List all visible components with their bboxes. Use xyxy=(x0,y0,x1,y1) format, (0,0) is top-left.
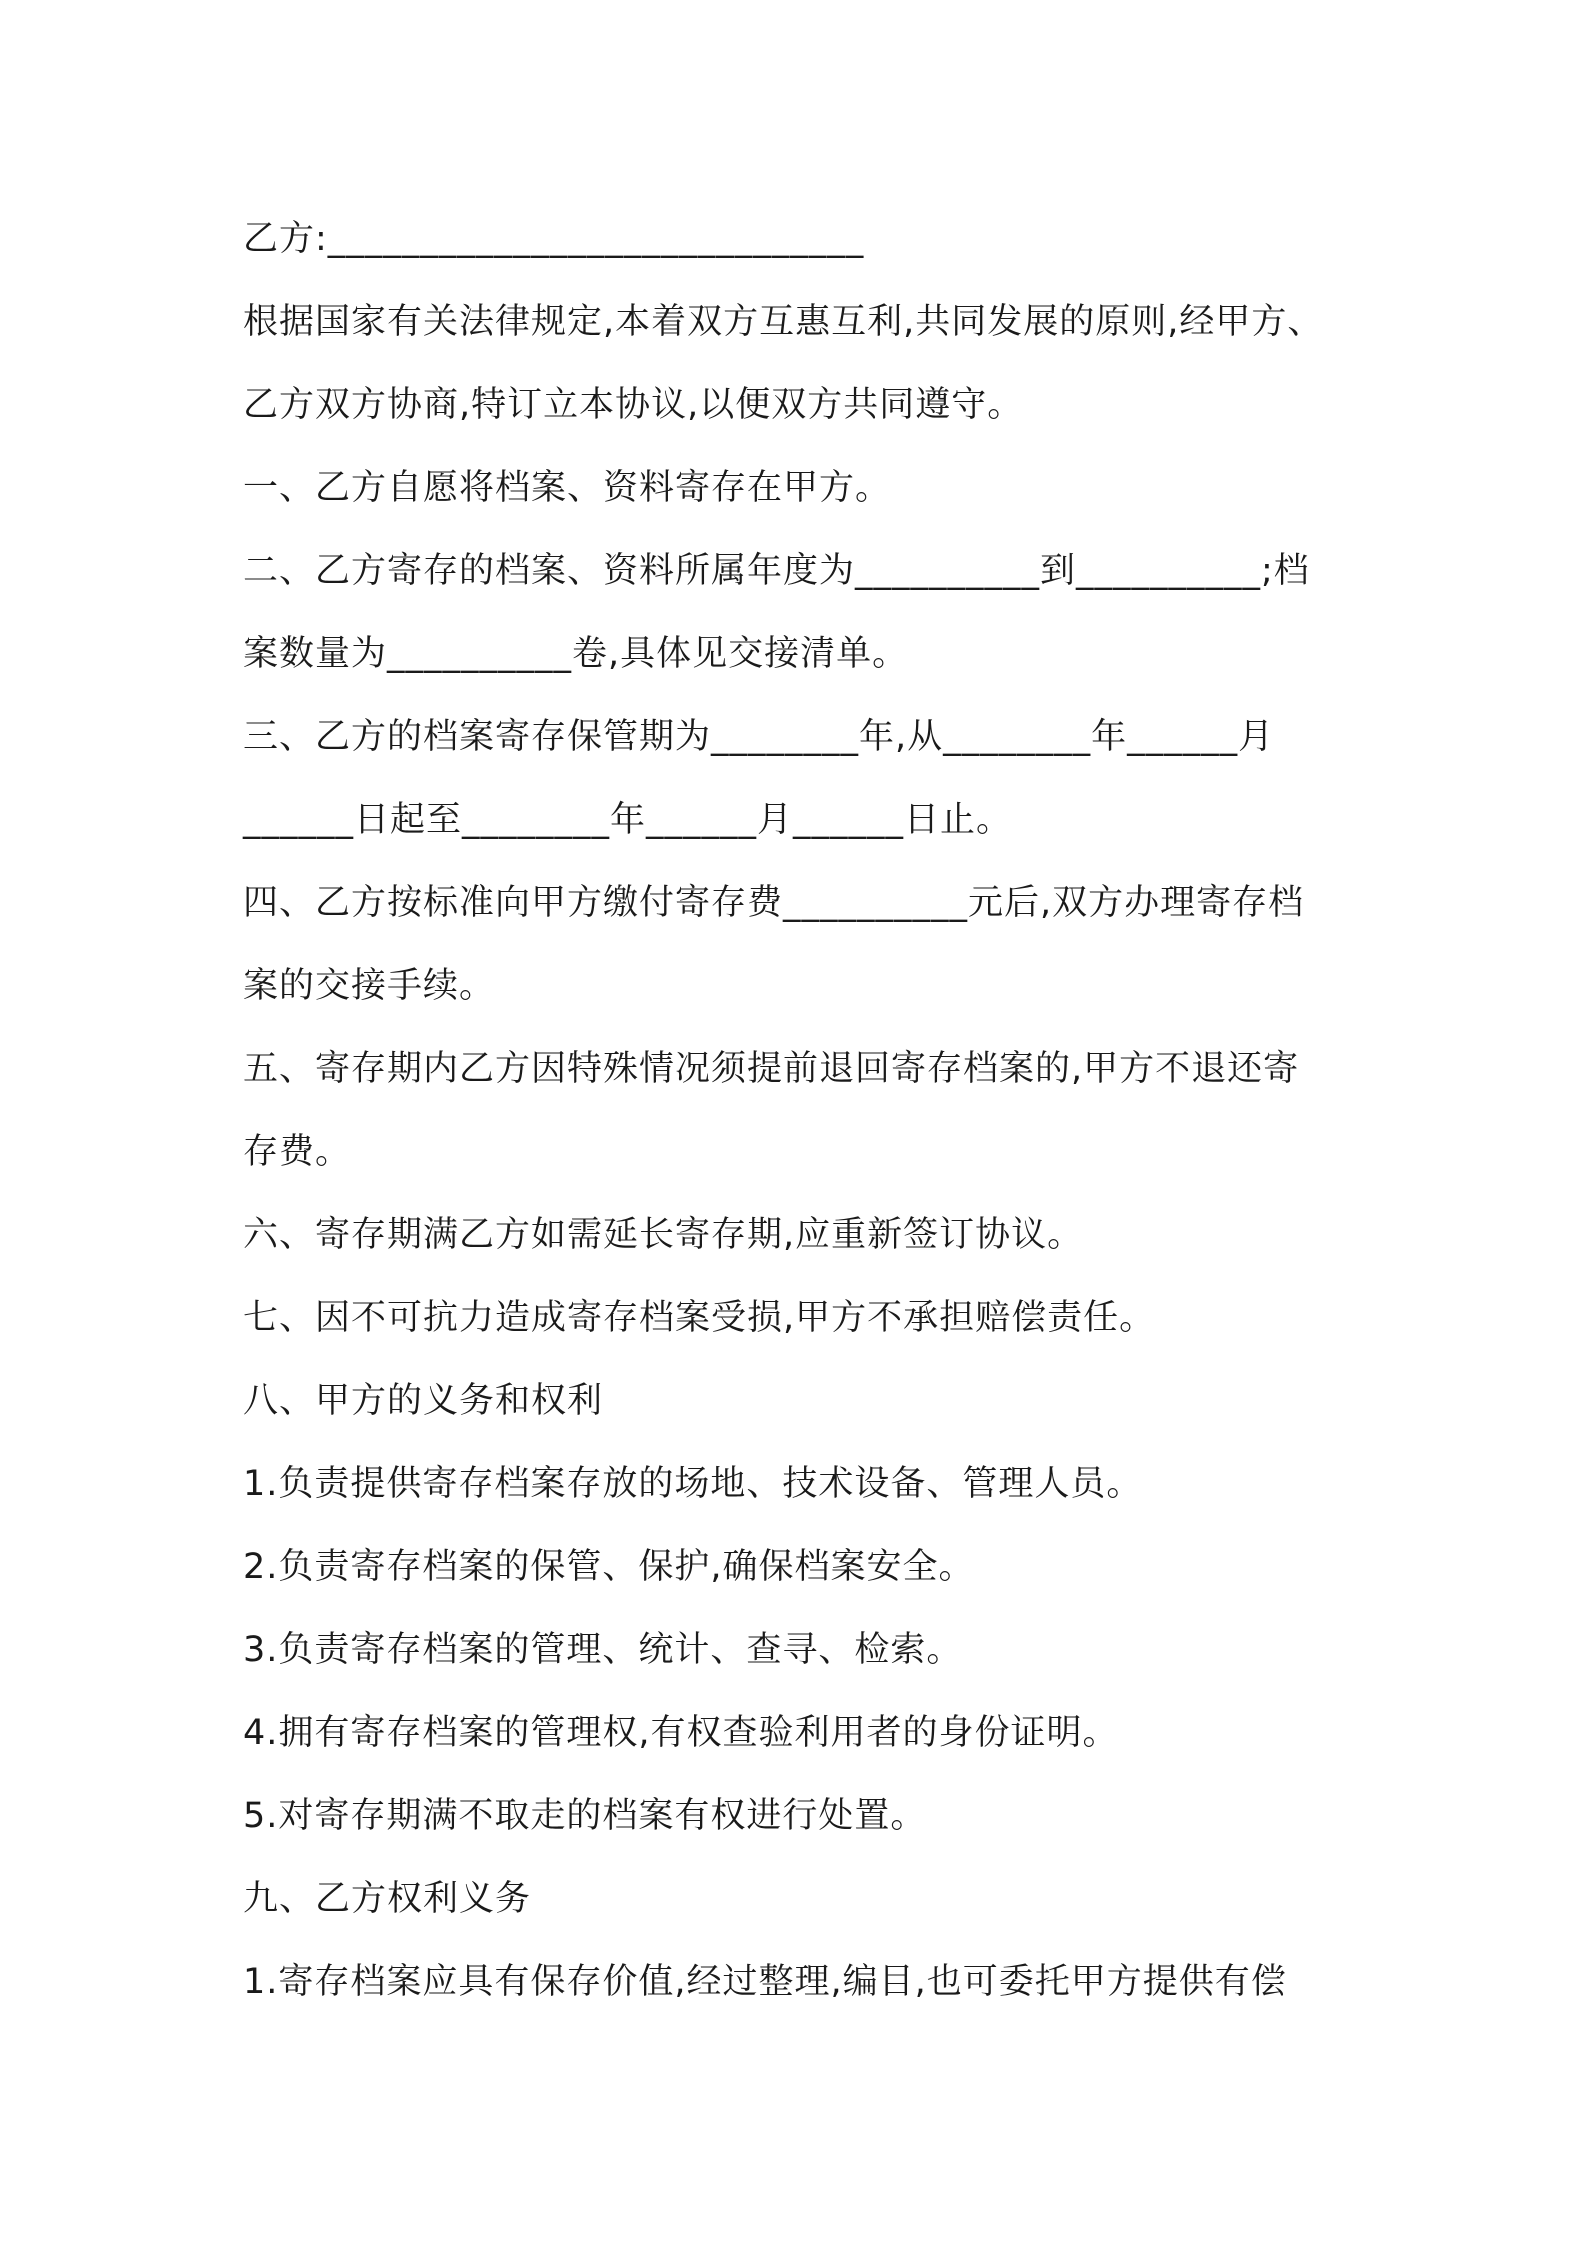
section-9-item-1: 1.寄存档案应具有保存价值,经过整理,编目,也可委托甲方提供有偿 xyxy=(243,1962,1287,2002)
clause-5-line-1: 五、寄存期内乙方因特殊情况须提前退回寄存档案的,甲方不退还寄 xyxy=(243,1049,1300,1089)
section-8-item-4: 4.拥有寄存档案的管理权,有权查验利用者的身份证明。 xyxy=(243,1713,1119,1753)
clause-3-line-2: ______日起至________年______月______日止。 xyxy=(243,800,1013,840)
clause-6: 六、寄存期满乙方如需延长寄存期,应重新签订协议。 xyxy=(243,1215,1084,1255)
clause-4-line-2: 案的交接手续。 xyxy=(243,966,496,1006)
clause-2-line-2: 案数量为__________卷,具体见交接清单。 xyxy=(243,634,909,674)
clause-1: 一、乙方自愿将档案、资料寄存在甲方。 xyxy=(243,468,892,508)
clause-2-line-1: 二、乙方寄存的档案、资料所属年度为__________到__________;档 xyxy=(243,551,1310,591)
party-b-line: 乙方:_____________________________ xyxy=(243,219,865,259)
preamble-line-1: 根据国家有关法律规定,本着双方互惠互利,共同发展的原则,经甲方、 xyxy=(243,302,1324,342)
section-8-item-2: 2.负责寄存档案的保管、保护,确保档案安全。 xyxy=(243,1547,975,1587)
clause-5-line-2: 存费。 xyxy=(243,1132,352,1172)
clause-3-line-1: 三、乙方的档案寄存保管期为________年,从________年______月 xyxy=(243,717,1275,757)
section-8-item-5: 5.对寄存期满不取走的档案有权进行处置。 xyxy=(243,1796,927,1836)
clause-7: 七、因不可抗力造成寄存档案受损,甲方不承担赔偿责任。 xyxy=(243,1298,1156,1338)
section-8-item-3: 3.负责寄存档案的管理、统计、查寻、检索。 xyxy=(243,1630,963,1670)
section-8-item-1: 1.负责提供寄存档案存放的场地、技术设备、管理人员。 xyxy=(243,1464,1143,1504)
section-8-heading: 八、甲方的义务和权利 xyxy=(243,1381,604,1421)
document-page xyxy=(243,198,1363,2024)
section-9-heading: 九、乙方权利义务 xyxy=(243,1879,532,1919)
preamble-line-2: 乙方双方协商,特订立本协议,以便双方共同遵守。 xyxy=(243,385,1024,425)
clause-4-line-1: 四、乙方按标准向甲方缴付寄存费__________元后,双方办理寄存档 xyxy=(243,883,1305,923)
